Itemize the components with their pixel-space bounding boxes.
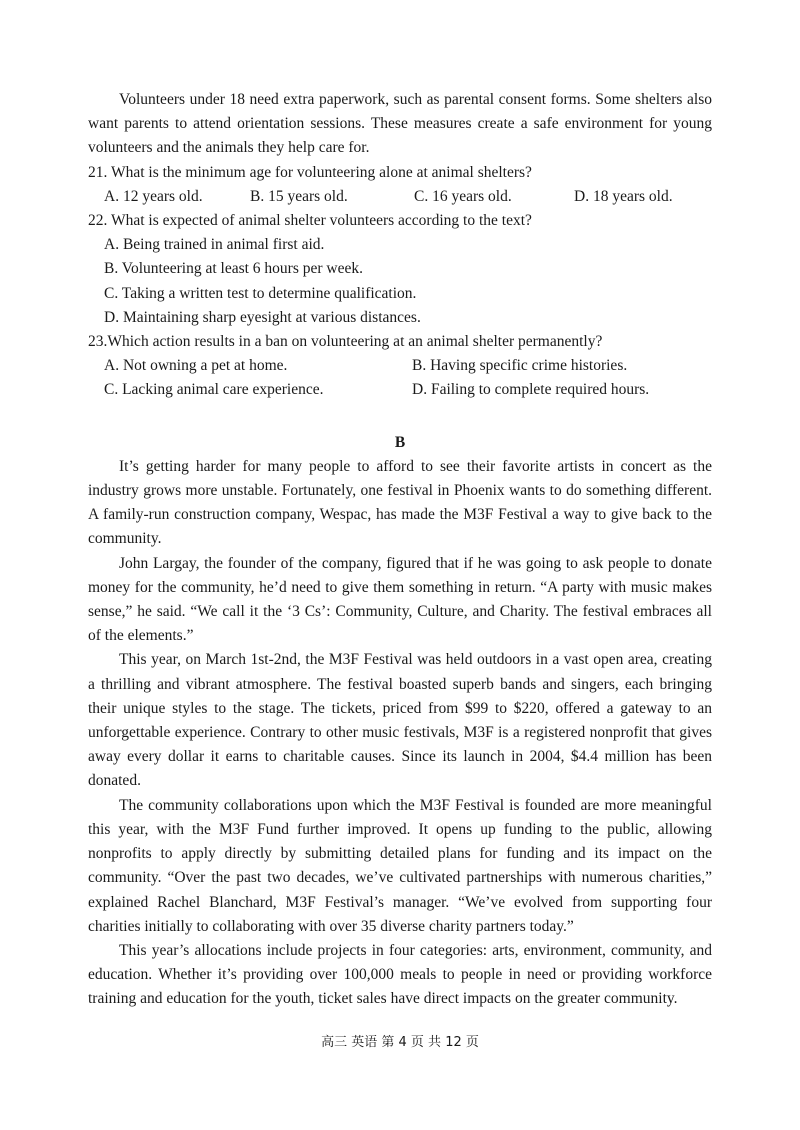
option-b: B. 15 years old.	[250, 187, 348, 205]
page-content	[88, 88, 712, 1012]
option-d: D. 18 years old.	[574, 187, 673, 205]
passage-paragraph: The community collaborations upon which the M3F Festival is founded are more meaningful this year, with the M3F Fund further improved. It opens up funding to the public, allowing nonprofits to apply directly by submitting detailed plans for funding and its impact on the community. “Over the past two decades, we’ve cultivated partnerships with numerous charities,” explained Rachel Blanchard, M3F Festival’s manager. “We’ve evolved from supporting four charities initially to collaborating with over 35 diverse charity partners today.”	[88, 796, 712, 935]
question-21	[88, 161, 712, 209]
passage-paragraph: This year’s allocations include projects in four categories: arts, environment, community, and education. Whether it’s providing over 100,000 meals to people in need or providing workforce training and education for the youth, ticket sales have direct impacts on the greater community.	[88, 941, 712, 1008]
section-heading: B	[394, 433, 406, 451]
option-b: B. Volunteering at least 6 hours per week.	[104, 260, 363, 278]
question-stem: 21. What is the minimum age for volunteering alone at animal shelters?	[88, 163, 532, 181]
question-stem: 23.Which action results in a ban on volunteering at an animal shelter permanently?	[88, 333, 603, 351]
question-23	[88, 330, 712, 403]
option-c: C. Taking a written test to determine qualification.	[104, 284, 417, 302]
question-22	[88, 209, 712, 330]
passage-paragraph: This year, on March 1st-2nd, the M3F Festival was held outdoors in a vast open area, creating a thrilling and vibrant atmosphere. The festival boasted superb bands and singers, each bringing their unique styles to the stage. The tickets, priced from $99 to $220, offered a gateway to an unforgettable experience. Contrary to other music festivals, M3F is a registered nonprofit that gives away every dollar it earns to charitable causes. Since its launch in 2004, $4.4 million has been donated.	[88, 651, 712, 790]
option-c: C. Lacking animal care experience.	[104, 381, 324, 399]
option-c: C. 16 years old.	[414, 187, 512, 205]
options-row	[88, 354, 712, 378]
options-row	[88, 378, 712, 402]
passage-paragraph: John Largay, the founder of the company, figured that if he was going to ask people to donate money for the community, he’d need to give them something in return. “A party with music makes sense,” he said. “We call it the ‘3 Cs’: Community, Culture, and Charity. The festival embraces all of the elements.”	[88, 554, 712, 645]
option-d: D. Maintaining sharp eyesight at various distances.	[104, 308, 421, 326]
options-row	[88, 185, 712, 209]
option-a: A. Being trained in animal first aid.	[104, 236, 325, 254]
option-a: A. 12 years old.	[104, 187, 203, 205]
page-footer: 高三 英语 第 4 页 共 12 页	[321, 1035, 479, 1050]
option-d: D. Failing to complete required hours.	[412, 381, 650, 399]
question-stem: 22. What is expected of animal shelter volunteers according to the text?	[88, 212, 532, 230]
option-b: B. Having specific crime histories.	[412, 357, 628, 375]
passage-paragraph: It’s getting harder for many people to afford to see their favorite artists in concert as the industry grows more unstable. Fortunately, one festival in Phoenix wants to do something different. A family-run construction company, Wespac, has made the M3F Festival a way to give back to the community.	[88, 457, 712, 548]
intro-paragraph: Volunteers under 18 need extra paperwork, such as parental consent forms. Some shelters also want parents to attend orientation sessions. These measures create a safe environment for young volunteers and the animals they help care for.	[88, 91, 712, 157]
option-a: A. Not owning a pet at home.	[104, 357, 288, 375]
